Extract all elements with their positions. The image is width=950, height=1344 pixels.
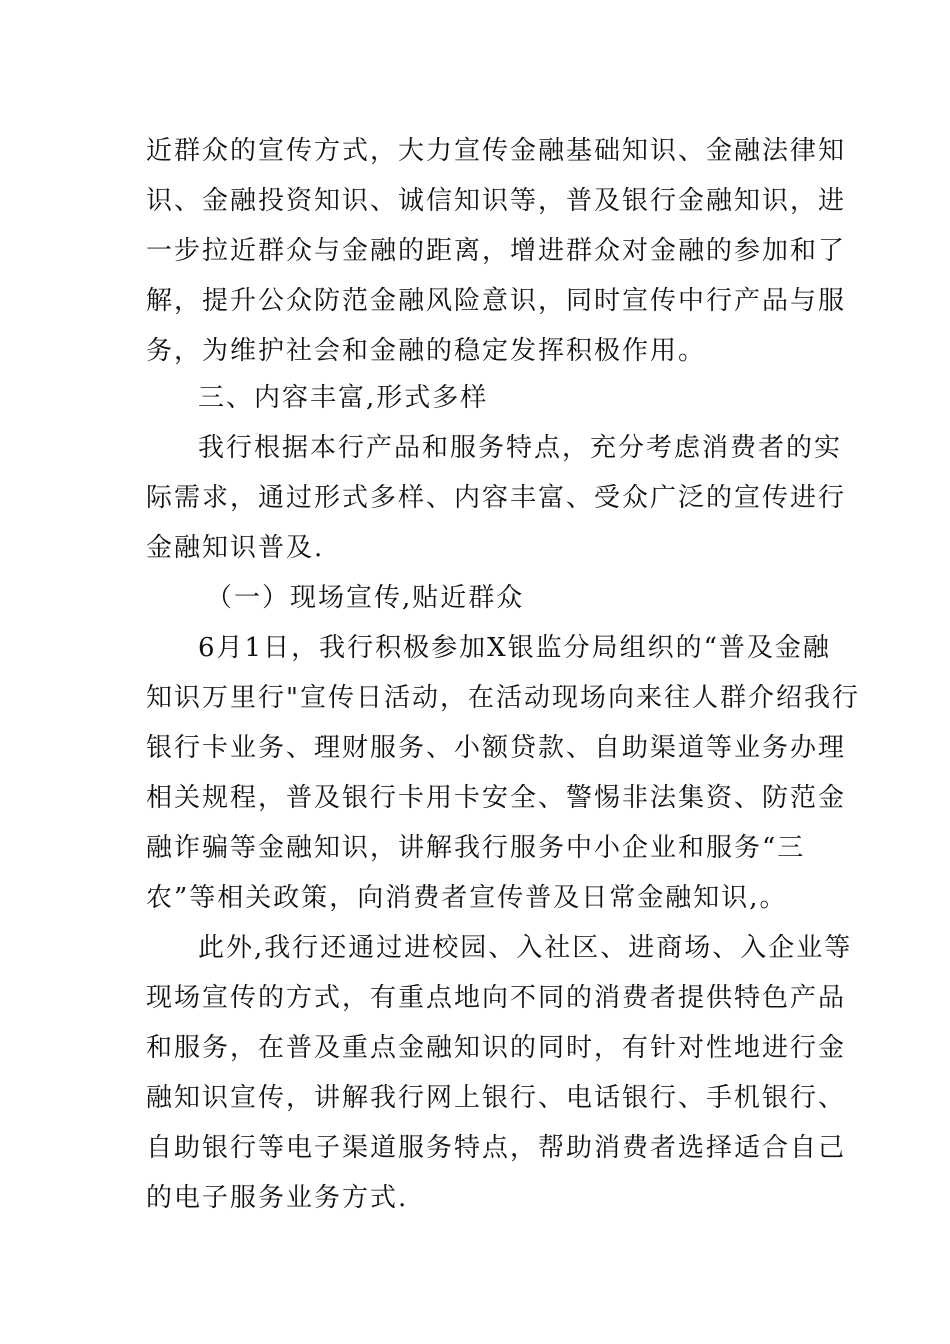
paragraph-line: 的电子服务业务方式. xyxy=(146,1183,409,1213)
paragraph-line: 近群众的宣传方式，大力宣传金融基础知识、金融法律知 xyxy=(146,136,847,166)
paragraph-line: 银行卡业务、理财服务、小额贷款、自助渠道等业务办理 xyxy=(146,733,847,763)
paragraph-line: 现场宣传的方式，有重点地向不同的消费者提供特色产品 xyxy=(146,983,847,1013)
paragraph-line: 相关规程，普及银行卡用卡安全、警惕非法集资、防范金 xyxy=(146,783,847,813)
paragraph-line: 此外,我行还通过进校园、入社区、进商场、入企业等 xyxy=(198,933,853,963)
paragraph-line: 金融知识普及. xyxy=(146,533,325,563)
paragraph-line: 知识万里行"宣传日活动，在活动现场向来往人群介绍我行 xyxy=(146,683,860,713)
paragraph-line: 一步拉近群众与金融的距离，增进群众对金融的参加和了 xyxy=(146,236,847,266)
paragraph-line: 6月1日，我行积极参加X银监分局组织的“普及金融 xyxy=(198,633,831,663)
paragraph-line: 际需求，通过形式多样、内容丰富、受众广泛的宣传进行 xyxy=(146,483,847,513)
section-heading: 三、内容丰富,形式多样 xyxy=(198,383,489,413)
paragraph-line: 我行根据本行产品和服务特点，充分考虑消费者的实 xyxy=(198,433,843,463)
paragraph-line: 识、金融投资知识、诚信知识等，普及银行金融知识，进 xyxy=(146,186,847,216)
subsection-heading: （一）现场宣传,贴近群众 xyxy=(206,583,525,613)
paragraph-line: 融诈骗等金融知识，讲解我行服务中小企业和服务“三 xyxy=(146,833,806,863)
paragraph-line: 解，提升公众防范金融风险意识，同时宣传中行产品与服 xyxy=(146,286,847,316)
paragraph-line: 农”等相关政策，向消费者宣传普及日常金融知识,。 xyxy=(146,883,788,913)
paragraph-line: 务，为维护社会和金融的稳定发挥积极作用。 xyxy=(146,336,707,366)
paragraph-line: 自助银行等电子渠道服务特点，帮助消费者选择适合自己 xyxy=(146,1133,847,1163)
paragraph-line: 融知识宣传，讲解我行网上银行、电话银行、手机银行、 xyxy=(146,1083,847,1113)
paragraph-line: 和服务，在普及重点金融知识的同时，有针对性地进行金 xyxy=(146,1033,847,1063)
